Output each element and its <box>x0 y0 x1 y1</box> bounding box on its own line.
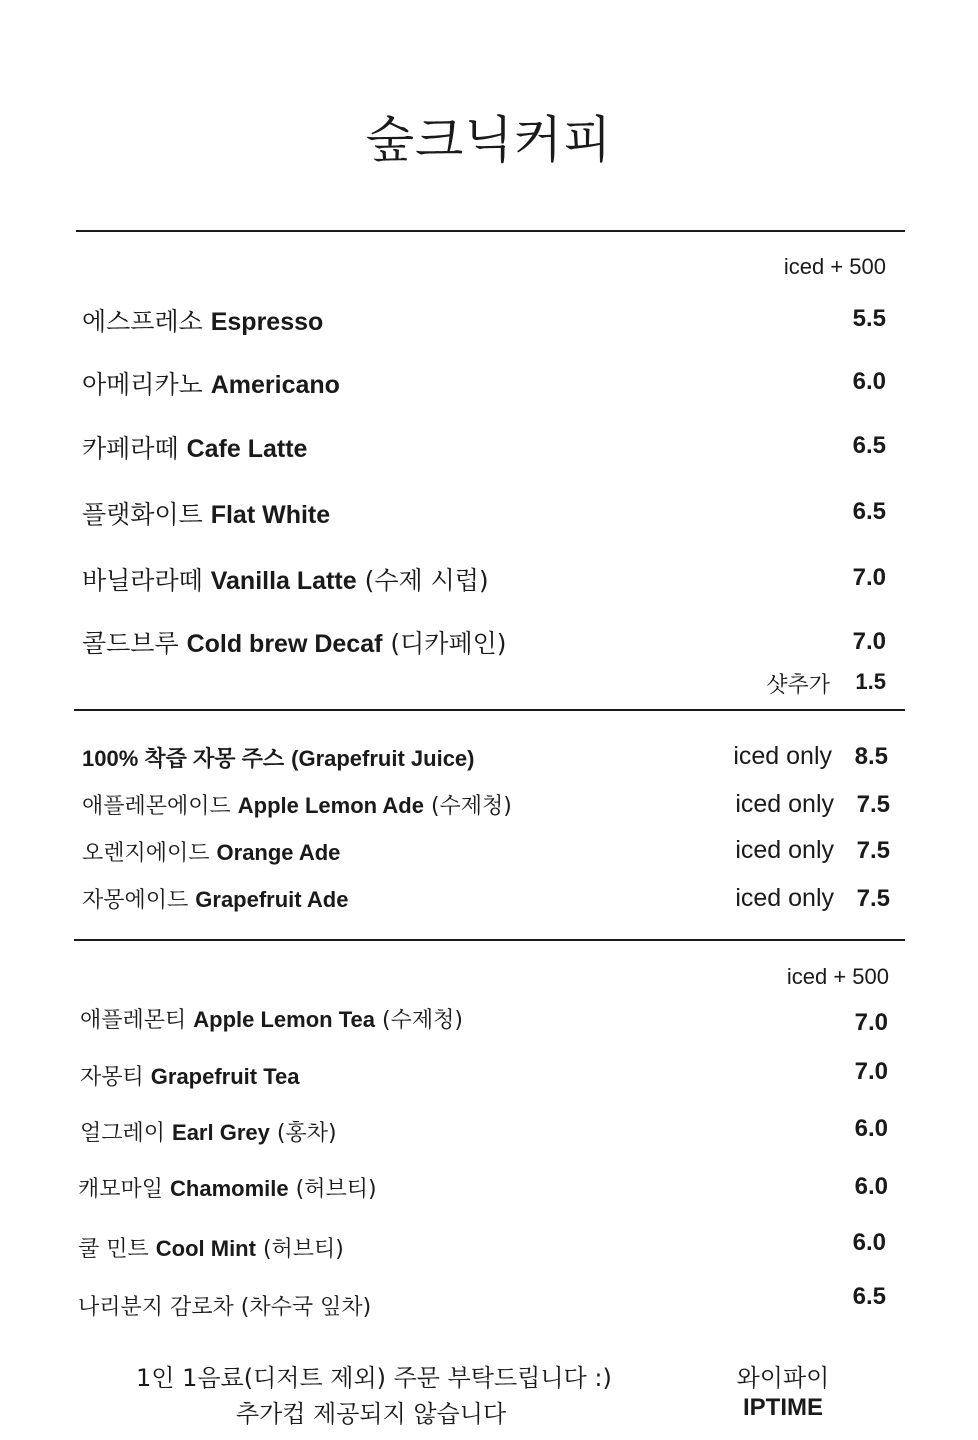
iced-only-note: iced only <box>733 742 832 770</box>
menu-item-nari-tea <box>78 1290 371 1321</box>
menu-price: 6.0 <box>854 1115 888 1142</box>
menu-item-note: (차수국 잎차) <box>240 1295 372 1320</box>
menu-item-korean: 캐모마일 <box>78 1177 164 1202</box>
menu-item-english: Chamomile <box>170 1176 289 1201</box>
menu-item-english: Espresso <box>210 308 324 336</box>
menu-item-espresso <box>82 302 323 338</box>
menu-item-note: (수제 시럽) <box>364 566 489 595</box>
menu-item-english: Cold brew Decaf <box>186 630 383 658</box>
menu-price: 6.5 <box>852 432 886 459</box>
menu-item-cafe-latte <box>82 429 307 465</box>
shot-add-label: 샷추가 <box>766 672 830 697</box>
menu-item-apple-lemon-ade <box>82 789 512 820</box>
menu-item-note: (수제청) <box>430 794 512 819</box>
footer-cup-notice: 추가컵 제공되지 않습니다 <box>235 1400 507 1428</box>
shot-add-price: 1.5 <box>855 669 886 694</box>
menu-item-korean: 자몽에이드 <box>82 888 189 913</box>
menu-item-vanilla-latte <box>82 561 489 597</box>
menu-item-korean: 오렌지에이드 <box>82 841 210 866</box>
menu-item-cool-mint <box>78 1232 344 1263</box>
menu-price: 6.5 <box>852 498 886 525</box>
menu-price: 7.0 <box>854 1009 888 1036</box>
menu-item-english: Grapefruit Ade <box>195 887 349 912</box>
iced-only-note: iced only <box>735 884 834 912</box>
menu-item-korean: 플랫화이트 <box>82 500 203 529</box>
menu-item-note: (홍차) <box>276 1121 337 1146</box>
menu-item-korean: 애플레몬티 <box>80 1008 187 1033</box>
menu-item-korean: 카페라떼 <box>82 434 179 463</box>
menu-price: 8.5 <box>854 743 888 770</box>
menu-item-note: (허브티) <box>262 1237 344 1262</box>
menu-item-flat-white <box>82 495 330 531</box>
divider-bottom <box>74 939 905 941</box>
menu-item-english: Cafe Latte <box>186 435 308 463</box>
menu-price: 6.0 <box>852 1229 886 1256</box>
menu-item-korean: 나리분지 감로차 <box>78 1295 234 1320</box>
divider-middle <box>74 709 905 711</box>
menu-item-americano <box>82 365 340 401</box>
menu-item-cold-brew <box>82 624 507 660</box>
menu-price: 7.5 <box>856 885 890 912</box>
menu-price: 6.0 <box>852 368 886 395</box>
menu-item-english: Apple Lemon Tea <box>193 1007 375 1032</box>
menu-price: 7.0 <box>854 1058 888 1085</box>
menu-item-grapefruit-tea <box>80 1060 300 1091</box>
menu-price: 7.0 <box>852 564 886 591</box>
tea-iced-note: iced + 500 <box>786 964 889 989</box>
divider-top <box>76 230 905 232</box>
menu-item-earl-grey <box>80 1116 337 1147</box>
menu-item-korean: 쿨 민트 <box>78 1237 149 1262</box>
menu-item-korean: 바닐라라떼 <box>82 566 203 595</box>
iced-only-note: iced only <box>735 836 834 864</box>
menu-item-korean: 자몽티 <box>80 1065 144 1090</box>
menu-item-korean: 아메리카노 <box>82 370 203 399</box>
menu-item-grapefruit-ade <box>82 883 348 914</box>
menu-item-korean: 100% 착즙 자몽 주스 <box>82 746 285 771</box>
menu-item-english: Earl Grey <box>172 1120 270 1145</box>
menu-item-english: Orange Ade <box>216 840 341 865</box>
menu-item-korean: 콜드브루 <box>82 629 179 658</box>
menu-item-english: Americano <box>210 371 340 399</box>
menu-price: 5.5 <box>852 305 886 332</box>
menu-item-english: Apple Lemon Ade <box>237 793 424 818</box>
wifi-name: IPTIME <box>742 1394 823 1421</box>
menu-item-note: (디카페인) <box>390 629 507 658</box>
menu-item-english: Vanilla Latte <box>210 567 357 595</box>
menu-item-chamomile <box>78 1172 377 1203</box>
wifi-label: 와이파이 <box>736 1364 830 1392</box>
menu-item-english: Flat White <box>210 501 331 529</box>
menu-price: 7.5 <box>856 791 890 818</box>
menu-item-korean: 에스프레소 <box>82 307 203 336</box>
menu-price: 6.0 <box>854 1173 888 1200</box>
menu-item-english: Grapefruit Tea <box>150 1064 300 1089</box>
menu-item-orange-ade <box>82 836 340 867</box>
page-title: 숲크닉커피 <box>365 111 613 169</box>
menu-item-note: (수제청) <box>382 1008 463 1033</box>
menu-item-english: (Grapefruit Juice) <box>291 746 475 771</box>
menu-item-korean: 얼그레이 <box>80 1121 166 1146</box>
menu-item-korean: 애플레몬에이드 <box>82 794 231 819</box>
menu-price: 7.0 <box>852 628 886 655</box>
menu-item-apple-lemon-tea <box>80 1003 463 1034</box>
iced-only-note: iced only <box>735 790 834 818</box>
menu-item-grapefruit-juice <box>82 742 475 773</box>
menu-price: 7.5 <box>856 837 890 864</box>
menu-item-note: (허브티) <box>295 1177 377 1202</box>
menu-price: 6.5 <box>852 1283 886 1310</box>
menu-item-english: Cool Mint <box>155 1236 256 1261</box>
coffee-iced-note: iced + 500 <box>783 254 886 279</box>
footer-order-notice: 1인 1음료(디저트 제외) 주문 부탁드립니다 :) <box>136 1364 612 1392</box>
